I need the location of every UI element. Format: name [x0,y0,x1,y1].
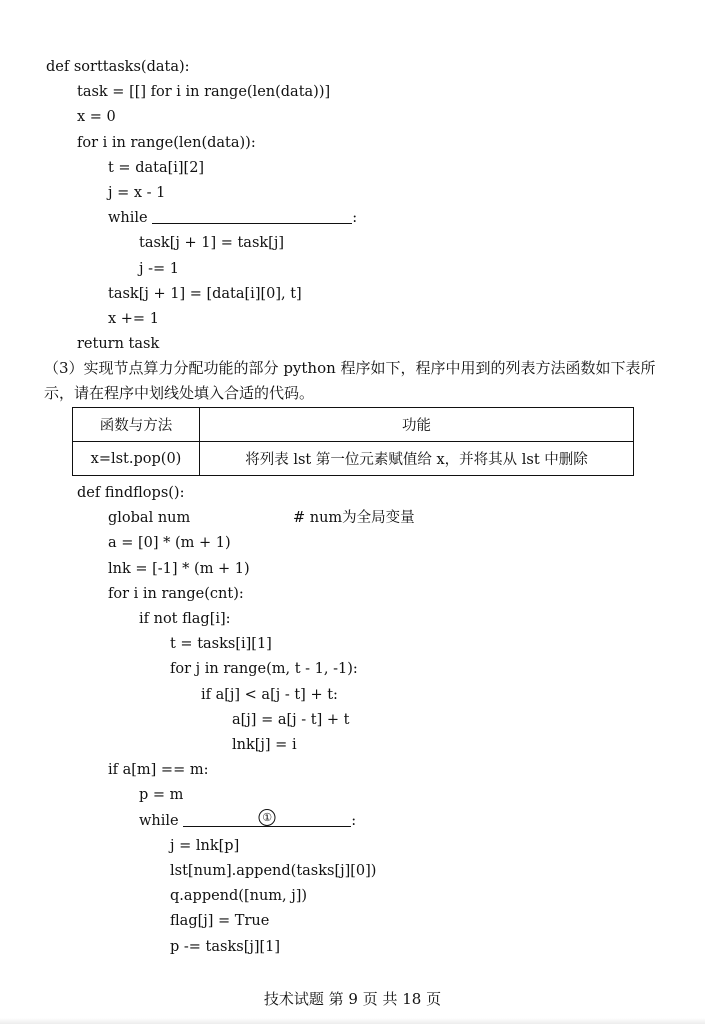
code-comment: # num为全局变量 [293,510,415,527]
code-line [139,234,284,252]
page-footer: 技术试题 第 9 页 共 18 页 [263,990,442,1008]
code-text: lnk = [-1] * (m + 1) [108,560,250,577]
code-text: def sorttasks(data): [46,59,190,75]
code-text: p -= tasks[j][1] [170,938,281,955]
table-row [73,442,634,476]
code-text: return task [77,336,160,353]
code-text: p = m [139,787,184,804]
code-line [170,912,269,930]
code-line [108,534,231,552]
code-line [77,108,116,126]
code-text: t = data[i][2] [108,159,205,176]
code-text: global num [108,510,191,527]
code-line [108,184,165,202]
table-header-row [73,408,634,442]
code-line [170,862,376,880]
code-text: task[j + 1] = [data[i][0], t] [108,285,302,302]
code-line [170,938,280,956]
code-text: j = x - 1 [108,185,166,201]
table-header-cell: 功能 [200,408,634,442]
table-cell: 将列表 lst 第一位元素赋值给 x，并将其从 lst 中删除 [200,442,634,476]
code-line [201,686,338,704]
code-line [139,786,183,804]
code-line [77,484,184,502]
code-text: if a[j] < a[j - t] + t: [201,686,338,703]
code-line [170,635,272,653]
code-line [77,83,330,101]
code-text: task[j + 1] = task[j] [139,235,284,252]
code-line [108,285,302,303]
code-line [232,711,349,729]
code-text: for j in range(m, t - 1, -1): [170,661,358,678]
code-text: if a[m] == m: [108,762,209,779]
code-text: if not flag[i]: [139,611,231,627]
code-text: j = lnk[p] [170,837,240,854]
method-table [72,407,634,476]
code-text: def findflops(): [77,485,185,501]
code-text: while [139,812,184,829]
code-line [108,585,244,603]
code-line [108,310,159,328]
code-line [77,335,159,353]
code-line [139,260,179,278]
code-text: a[j] = a[j - t] + t [232,711,350,728]
code-text: for i in range(cnt): [108,585,244,602]
code-text: lst[num].append(tasks[j][0]) [170,863,377,879]
page-bottom-edge [0,1018,705,1024]
code-text: task = [[] for i in range(len(data))] [77,84,331,101]
question-paragraph [44,356,664,406]
code-colon: : [351,812,357,829]
code-line [170,887,307,905]
code-line [170,837,239,855]
code-text: flag[j] = True [170,913,270,930]
code-line [108,560,250,578]
code-line [108,209,357,227]
code-line [139,812,356,830]
question-line-1: （3）实现节点算力分配功能的部分 python 程序如下，程序中用到的列表方法函数如下表所 [44,359,656,377]
code-text: a = [0] * (m + 1) [108,535,231,552]
code-line [77,134,256,152]
code-text: x = 0 [77,109,116,126]
code-text: lnk[j] = i [232,737,297,753]
code-line [170,660,358,678]
answer-blank[interactable] [183,812,351,827]
code-line [108,159,204,177]
code-line [108,761,208,779]
code-text: q.append([num, j]) [170,888,308,905]
code-text: x += 1 [108,311,159,327]
blank-number-label: ① [259,809,276,826]
table-cell: x=lst.pop(0) [73,442,200,476]
code-line [232,736,297,754]
code-text: for i in range(len(data)): [77,134,256,151]
answer-blank[interactable] [152,209,352,224]
code-line [108,509,415,527]
code-line [46,58,190,76]
table-header-cell: 函数与方法 [73,408,200,442]
code-line [139,610,231,628]
code-text: while [108,210,153,227]
code-text: t = tasks[i][1] [170,636,272,653]
question-line-2: 示，请在程序中划线处填入合适的代码。 [44,384,315,402]
code-text: j -= 1 [139,260,179,277]
code-colon: : [352,210,358,227]
